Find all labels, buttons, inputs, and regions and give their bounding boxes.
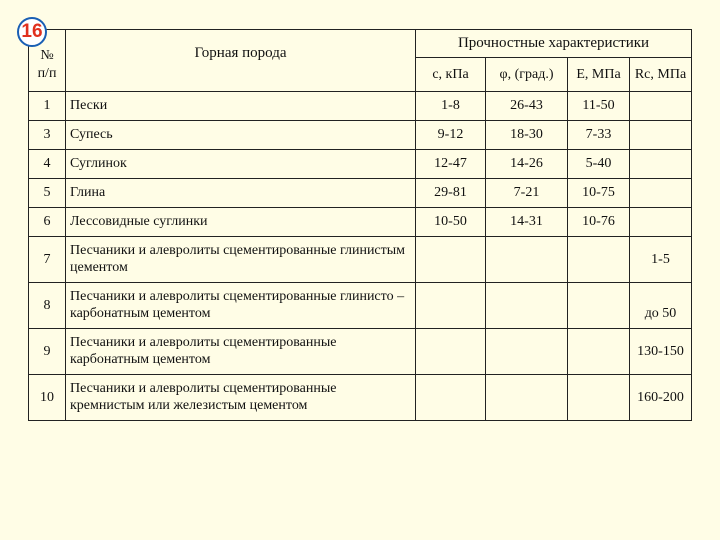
row-num: 5 — [29, 179, 66, 208]
table-row — [29, 121, 692, 150]
header-cohesion: c, кПа — [416, 58, 486, 92]
row-rc: 130-150 — [630, 329, 692, 375]
row-phi: 14-26 — [486, 150, 568, 179]
row-phi — [486, 283, 568, 329]
row-c: 29-81 — [416, 179, 486, 208]
row-num: 8 — [29, 283, 66, 329]
row-phi — [486, 237, 568, 283]
row-c: 12-47 — [416, 150, 486, 179]
row-c: 10-50 — [416, 208, 486, 237]
row-e: 11-50 — [568, 92, 630, 121]
row-phi: 7-21 — [486, 179, 568, 208]
row-phi: 14-31 — [486, 208, 568, 237]
row-rc — [630, 179, 692, 208]
row-e: 10-75 — [568, 179, 630, 208]
table-row — [29, 283, 692, 329]
row-rock: Глина — [66, 179, 416, 208]
row-e: 10-76 — [568, 208, 630, 237]
table-row — [29, 150, 692, 179]
row-phi: 26-43 — [486, 92, 568, 121]
row-rock: Лессовидные суглинки — [66, 208, 416, 237]
header-rock: Горная порода — [66, 30, 416, 92]
table-row — [29, 208, 692, 237]
row-rc — [630, 208, 692, 237]
header-num: № п/п — [29, 30, 66, 92]
header-strength-group: Прочностные характеристики — [416, 30, 692, 58]
table-row — [29, 179, 692, 208]
row-phi: 18-30 — [486, 121, 568, 150]
header-friction-angle: φ, (град.) — [486, 58, 568, 92]
row-e: 7-33 — [568, 121, 630, 150]
row-rc: 1-5 — [630, 237, 692, 283]
row-rc: до 50 — [630, 283, 692, 329]
row-c: 9-12 — [416, 121, 486, 150]
row-e: 5-40 — [568, 150, 630, 179]
table-row — [29, 329, 692, 375]
row-rc: 160-200 — [630, 375, 692, 421]
row-e — [568, 283, 630, 329]
row-c — [416, 375, 486, 421]
row-c — [416, 237, 486, 283]
row-num: 6 — [29, 208, 66, 237]
row-phi — [486, 375, 568, 421]
row-phi — [486, 329, 568, 375]
row-e — [568, 375, 630, 421]
row-num: 1 — [29, 92, 66, 121]
row-e — [568, 329, 630, 375]
row-rock: Песчаники и алевролиты сцементированные глинисто – карбонатным цементом — [66, 283, 416, 329]
row-rock: Песчаники и алевролиты сцементированные глинистым цементом — [66, 237, 416, 283]
row-c: 1-8 — [416, 92, 486, 121]
table-row — [29, 92, 692, 121]
row-rc — [630, 121, 692, 150]
slide-number-badge: 16 — [17, 17, 47, 47]
row-num: 4 — [29, 150, 66, 179]
row-c — [416, 329, 486, 375]
row-c — [416, 283, 486, 329]
row-rock: Суглинок — [66, 150, 416, 179]
row-num: 10 — [29, 375, 66, 421]
row-num: 7 — [29, 237, 66, 283]
row-num: 9 — [29, 329, 66, 375]
row-rc — [630, 92, 692, 121]
row-rock: Пески — [66, 92, 416, 121]
table-row — [29, 237, 692, 283]
row-rock: Песчаники и алевролиты сцементированные карбонатным цементом — [66, 329, 416, 375]
rock-strength-table — [28, 29, 692, 421]
row-rc — [630, 150, 692, 179]
table-row — [29, 375, 692, 421]
header-rc: Rc, МПа — [630, 58, 692, 92]
row-num: 3 — [29, 121, 66, 150]
row-rock: Супесь — [66, 121, 416, 150]
row-rock: Песчаники и алевролиты сцементированные кремнистым или железистым цементом — [66, 375, 416, 421]
table-header-row — [29, 30, 692, 58]
header-modulus: E, МПа — [568, 58, 630, 92]
row-e — [568, 237, 630, 283]
